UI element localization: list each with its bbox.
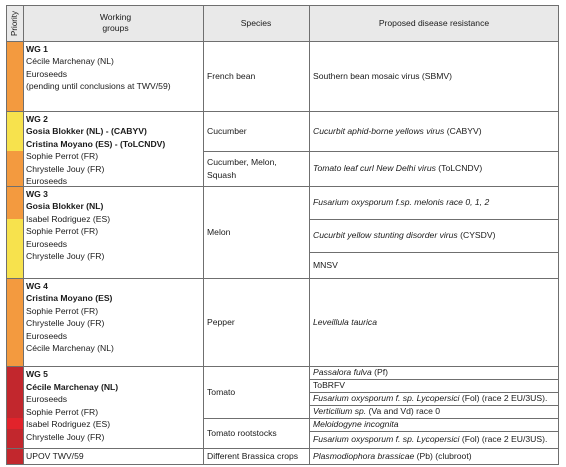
wg2-resistance-tolcndv: Tomato leaf curl New Delhi virus (ToLCNDV) [313,163,483,174]
wg5-resistance-verticilium: Verticilium sp. (Va and Vd) race 0 [313,406,441,417]
wg3-title: WG 3 [26,189,48,199]
row-separator [6,278,559,279]
wg3-member: Sophie Perrot (FR) [26,226,99,237]
wg3-member: Euroseeds [26,238,68,249]
wg2-resistance-cabyv: Cucurbit aphid-borne yellows virus (CABYV) [313,125,482,136]
row-separator [6,186,559,187]
wg2-species-cucumber: Cucumber [207,125,247,136]
wg3-species: Melon [207,226,231,237]
wg4-member: Euroseeds [26,330,68,341]
priority-bar-wg1 [6,41,23,111]
priority-bar-wg4 [6,278,23,366]
upov-row-label: UPOV TWV/59 [26,451,84,462]
wg4-member: Cécile Marchenay (NL) [26,343,114,354]
row-separator [309,431,559,432]
divider-species [309,5,310,465]
wg3-resistance-mnsv: MNSV [313,259,338,270]
wg2-title: WG 2 [26,114,48,124]
upov-resistance: Plasmodiophora brassicae (Pb) (clubroot) [313,451,472,462]
row-separator [203,418,559,419]
wg5-member: Isabel Rodriguez (ES) [26,419,111,430]
priority-header: Priority [10,10,20,36]
wg3-resistance-cysdv: Cucurbit yellow stunting disorder virus (CYSDV) [313,230,496,241]
working-groups-table [6,5,559,465]
row-separator [309,405,559,406]
wg2-species-cucumber-melon-squash: Cucumber, Melon, Squash [207,157,277,180]
wg5-member: Euroseeds [26,394,68,405]
wg1-species: French bean [207,70,256,81]
working-groups-header-line1: Working [99,12,132,22]
priority-bar-wg3-mnsv [6,252,23,278]
wg5-resistance-fol-rootstock: Fusarium oxysporum f. sp. Lycopersici (Fol) (race 2 EU/3US). [313,434,548,445]
wg5-title: WG 5 [26,369,48,379]
wg4-member: Chrystelle Jouy (FR) [26,318,105,329]
row-separator [203,151,559,152]
wg2-members [26,113,203,187]
border-bottom [6,464,559,465]
wg5-member: Sophie Perrot (FR) [26,406,99,417]
wg3-members [26,188,203,262]
row-separator [309,252,559,253]
wg5-members [26,368,203,444]
priority-bar-wg5-tomato [6,366,23,418]
row-separator [6,366,559,367]
row-separator [309,379,559,380]
resistance-header: Proposed disease resistance [378,17,490,28]
priority-bar-wg2-tolcndv [6,151,23,186]
row-separator [6,41,559,42]
wg5-resistance-pf: Passalora fulva (Pf) [313,367,388,378]
wg1-member: Euroseeds [26,68,68,79]
divider-groups [203,5,204,465]
wg5-resistance-tobrfv: ToBRFV [313,380,345,391]
wg3-member: Chrystelle Jouy (FR) [26,251,105,262]
priority-bar-wg3-cysdv [6,219,23,252]
wg2-member: Cristina Moyano (ES) - (ToLCNDV) [26,138,166,149]
wg1-member: Cécile Marchenay (NL) [26,56,114,67]
wg2-member: Gosia Blokker (NL) - (CABYV) [26,126,147,137]
wg4-resistance: Leveillula taurica [313,316,378,327]
wg4-member: Sophie Perrot (FR) [26,305,99,316]
priority-bar-wg5-fusarium-rootstock [6,429,23,448]
row-separator [6,111,559,112]
wg4-species: Pepper [207,316,235,327]
divider-priority [23,5,24,465]
wg1-title: WG 1 [26,44,48,54]
row-separator [6,448,559,449]
wg4-member: Cristina Moyano (ES) [26,293,113,304]
wg5-species-tomato-rootstocks: Tomato rootstocks [207,427,277,438]
border-right [558,5,559,465]
species-header: Species [240,17,272,28]
row-separator [309,219,559,220]
priority-bar-wg3-fusarium [6,186,23,219]
wg2-member: Sophie Perrot (FR) [26,151,99,162]
priority-bar-wg5-meloidogyne [6,418,23,429]
wg2-member: Euroseeds [26,176,68,187]
upov-species: Different Brassica crops [207,451,299,462]
priority-bar-upov [6,448,23,465]
border-top [6,5,559,6]
wg3-resistance-fusarium: Fusarium oxysporum f.sp. melonis race 0, 1, 2 [313,197,490,208]
wg5-resistance-fol: Fusarium oxysporum f. sp. Lycopersici (Fol) (race 2 EU/3US). [313,393,548,404]
wg3-member: Isabel Rodriguez (ES) [26,213,111,224]
row-separator [309,392,559,393]
wg1-note: (pending until conclusions at TWV/59) [26,81,171,92]
wg4-title: WG 4 [26,281,48,291]
priority-bar-wg2-cabyv [6,111,23,151]
wg5-resistance-meloidogyne: Meloidogyne incognita [313,419,399,430]
wg3-member: Gosia Blokker (NL) [26,201,104,212]
wg2-member: Chrystelle Jouy (FR) [26,163,105,174]
wg4-members [26,280,203,354]
wg5-member: Chrystelle Jouy (FR) [26,431,105,442]
wg5-species-tomato: Tomato [207,386,236,397]
wg1-resistance: Southern bean mosaic virus (SBMV) [313,70,452,81]
wg5-member: Cécile Marchenay (NL) [26,381,119,392]
working-groups-header [23,5,208,41]
wg1-members [26,43,203,93]
border-left [6,5,7,465]
working-groups-header-line2: groups [102,23,129,33]
